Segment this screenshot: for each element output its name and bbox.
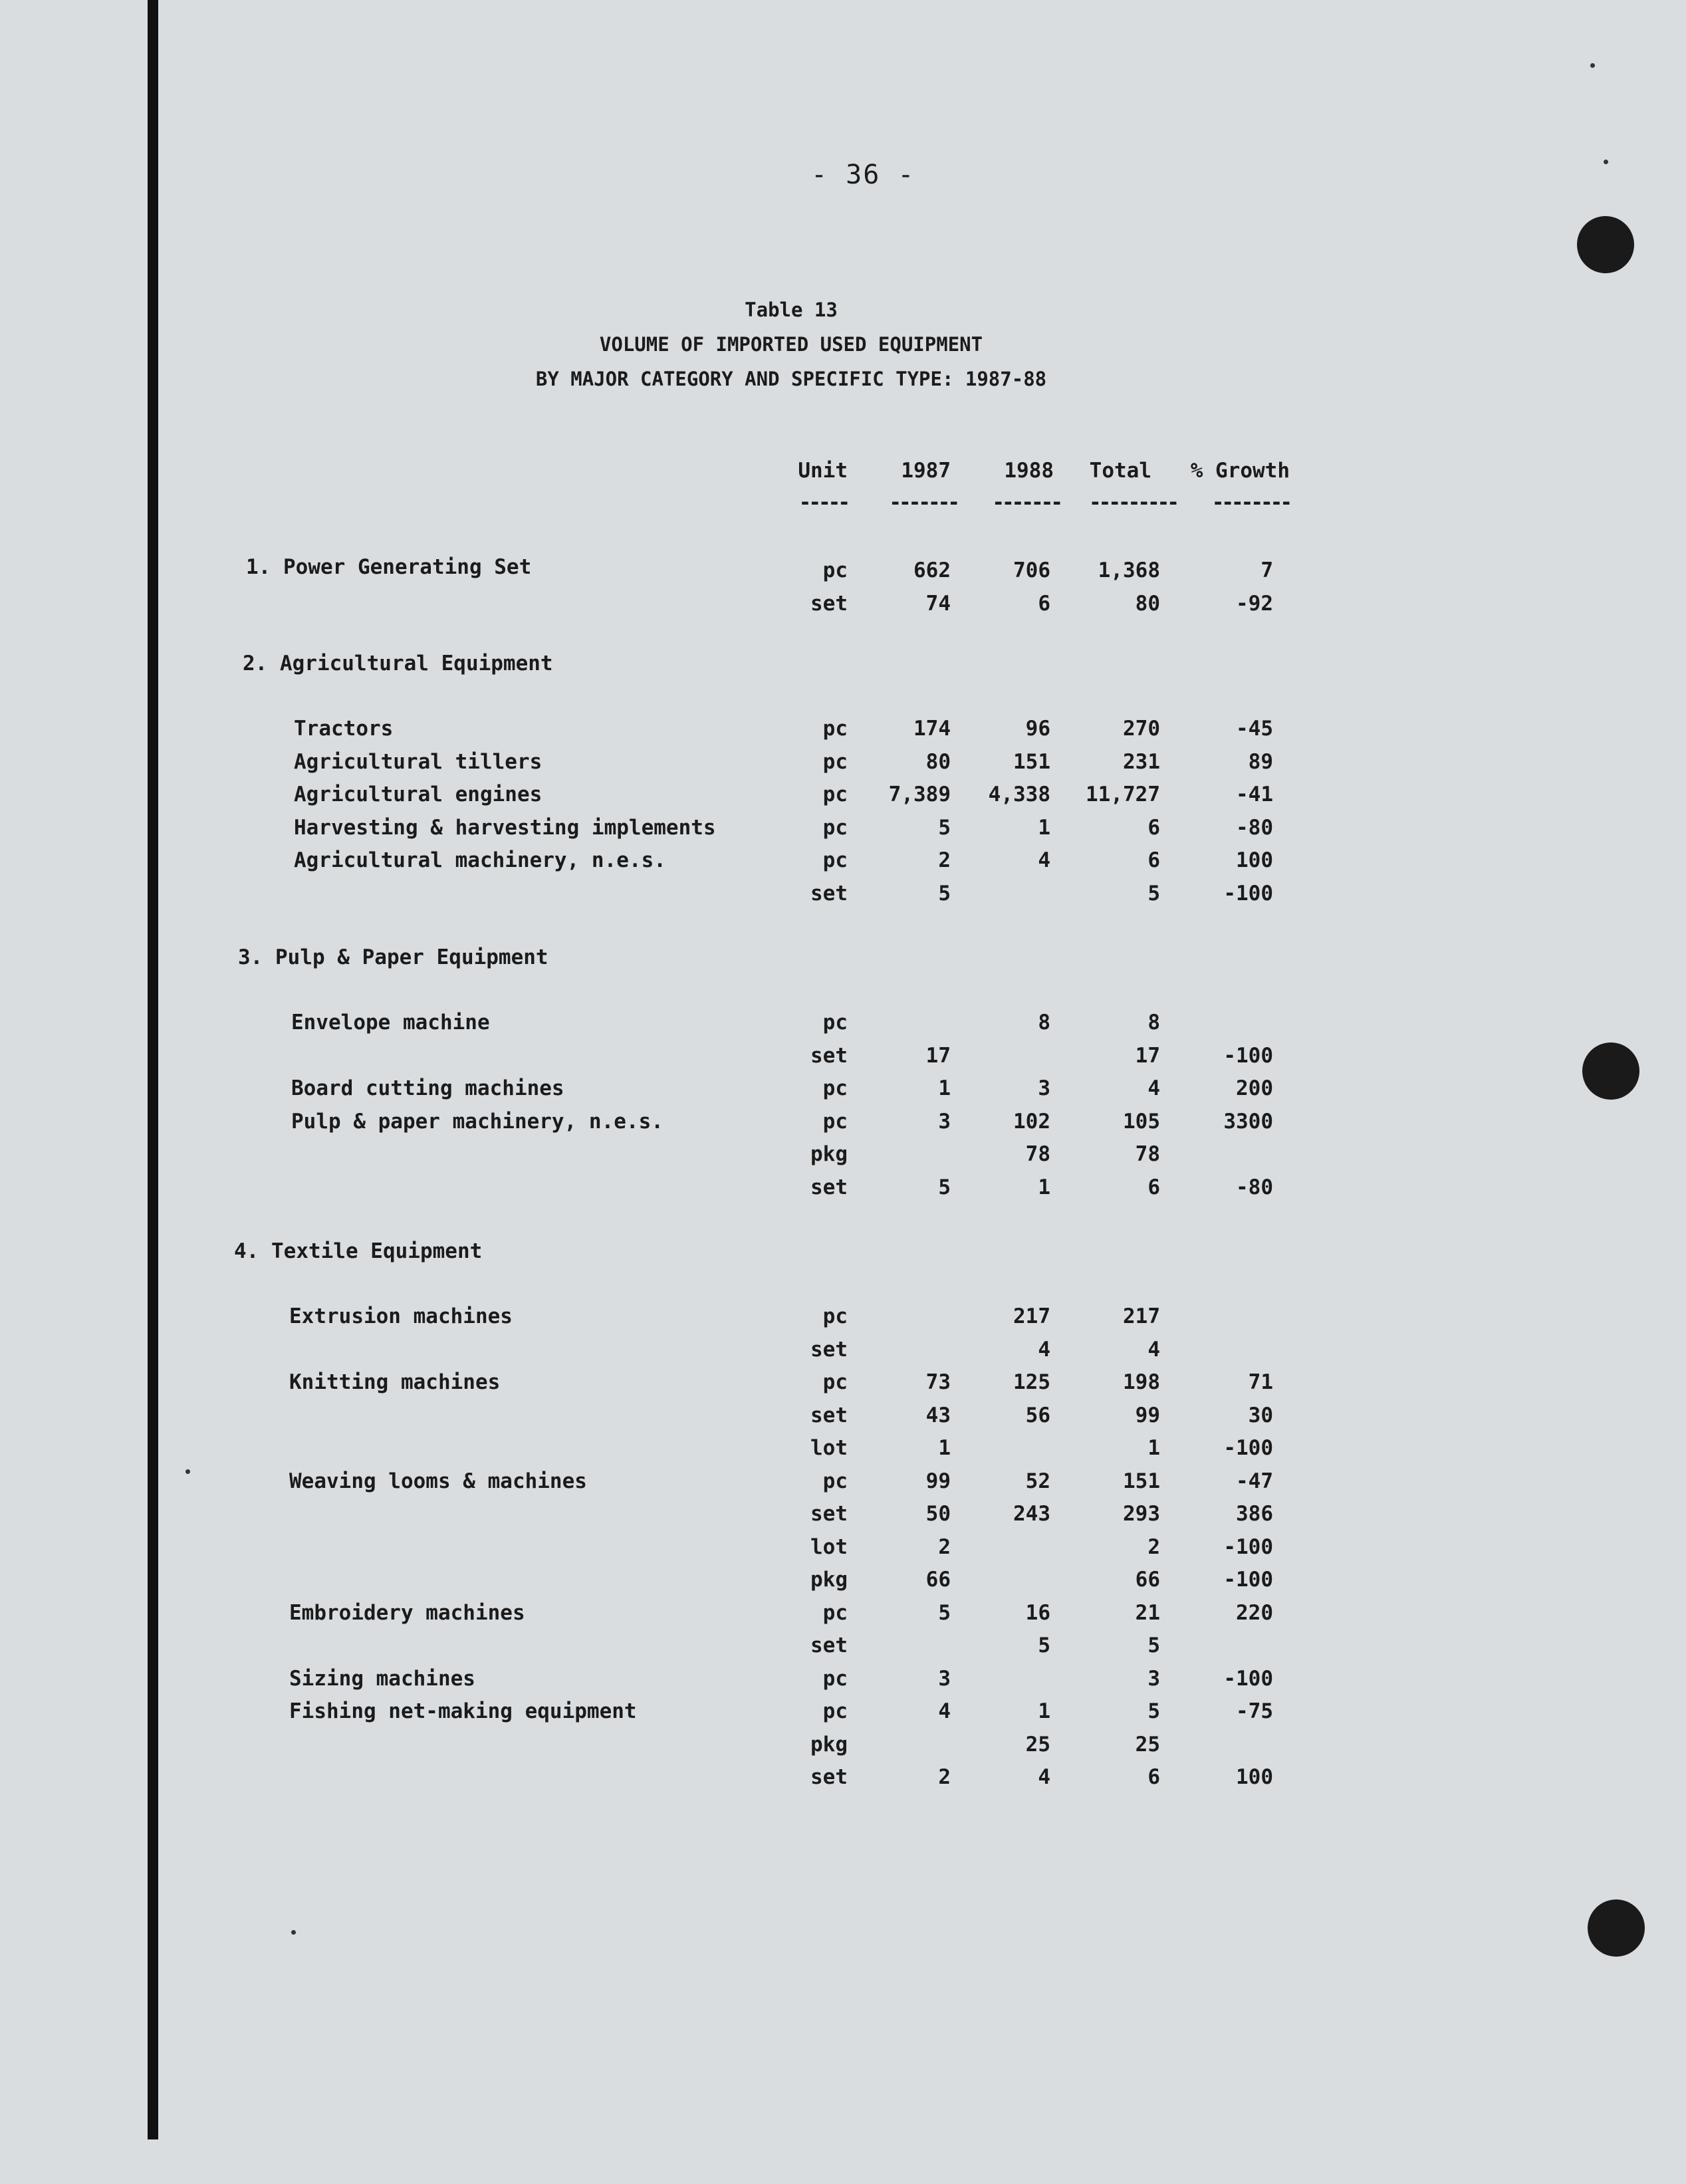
cell-total: 25	[1135, 1733, 1160, 1757]
cell-unit: pc	[822, 1601, 848, 1625]
cell-y1987: 7,389	[888, 783, 951, 806]
cell-y1987: 174	[913, 717, 951, 741]
cell-unit: pc	[822, 1110, 848, 1134]
header-underline-unit: -----	[798, 491, 848, 515]
cell-total: 11,727	[1086, 783, 1160, 806]
cell-y1988: 1	[1038, 1175, 1050, 1199]
cell-y1988: 706	[1013, 558, 1050, 582]
cell-growth: -45	[1236, 717, 1273, 741]
cell-total: 5	[1147, 1634, 1160, 1657]
cell-total: 5	[1147, 882, 1160, 906]
cell-growth: -100	[1223, 1667, 1273, 1691]
cell-unit: pc	[822, 1370, 848, 1394]
cell-unit: pkg	[810, 1733, 848, 1757]
cell-total: 105	[1123, 1110, 1160, 1134]
cell-y1988: 1	[1038, 816, 1050, 840]
cell-y1987: 3	[938, 1110, 951, 1134]
cell-growth: -100	[1223, 882, 1273, 906]
cell-growth: -41	[1236, 783, 1273, 806]
cell-unit: set	[810, 1403, 848, 1427]
equipment-type: Weaving looms & machines	[289, 1469, 587, 1493]
equipment-type: Agricultural engines	[294, 783, 542, 806]
speck	[185, 1469, 190, 1474]
cell-y1988: 3	[1038, 1076, 1050, 1100]
cell-total: 6	[1147, 816, 1160, 840]
cell-y1988: 8	[1038, 1011, 1050, 1034]
cell-unit: pc	[822, 1699, 848, 1723]
cell-y1987: 66	[925, 1568, 951, 1592]
cell-growth: -92	[1236, 592, 1273, 616]
cell-total: 293	[1123, 1502, 1160, 1526]
cell-total: 3	[1147, 1667, 1160, 1691]
equipment-type: Sizing machines	[289, 1667, 475, 1691]
cell-unit: set	[810, 1765, 848, 1789]
cell-y1987: 74	[925, 592, 951, 616]
cell-y1987: 4	[938, 1699, 951, 1723]
cell-unit: set	[810, 882, 848, 906]
cell-y1988: 4	[1038, 848, 1050, 872]
cell-y1987: 1	[938, 1436, 951, 1460]
cell-y1987: 1	[938, 1076, 951, 1100]
cell-total: 21	[1135, 1601, 1160, 1625]
cell-y1987: 5	[938, 1601, 951, 1625]
cell-y1988: 4	[1038, 1765, 1050, 1789]
cell-y1987: 5	[938, 882, 951, 906]
cell-unit: pc	[822, 783, 848, 806]
cell-unit: pkg	[810, 1568, 848, 1592]
cell-growth: 3300	[1223, 1110, 1273, 1134]
equipment-type: Board cutting machines	[291, 1076, 564, 1100]
cell-y1988: 5	[1038, 1634, 1050, 1657]
cell-y1987: 5	[938, 1175, 951, 1199]
cell-unit: lot	[810, 1535, 848, 1559]
cell-y1988: 4,338	[988, 783, 1050, 806]
cell-y1987: 50	[925, 1502, 951, 1526]
equipment-type: Pulp & paper machinery, n.e.s.	[291, 1110, 663, 1134]
cell-growth: -100	[1223, 1044, 1273, 1068]
cell-growth: -47	[1236, 1469, 1273, 1493]
equipment-type: Embroidery machines	[289, 1601, 525, 1625]
cell-y1987: 43	[925, 1403, 951, 1427]
equipment-type: Envelope machine	[291, 1011, 490, 1034]
header-1987: 1987	[901, 459, 951, 483]
cell-y1988: 56	[1025, 1403, 1050, 1427]
header-underline-total: ---------	[1089, 491, 1177, 515]
cell-unit: pc	[822, 1011, 848, 1034]
equipment-type: Tractors	[294, 717, 394, 741]
cell-y1988: 4	[1038, 1338, 1050, 1362]
cell-total: 4	[1147, 1338, 1160, 1362]
cell-y1987: 80	[925, 750, 951, 774]
table-subtitle: BY MAJOR CATEGORY AND SPECIFIC TYPE: 1987-88	[535, 368, 1047, 390]
cell-total: 270	[1123, 717, 1160, 741]
cell-y1987: 3	[938, 1667, 951, 1691]
cell-unit: set	[810, 592, 848, 616]
cell-y1987: 2	[938, 1765, 951, 1789]
cell-growth: 386	[1236, 1502, 1273, 1526]
category-heading: 1. Power Generating Set	[246, 555, 532, 579]
cell-growth: -80	[1236, 816, 1273, 840]
cell-growth: 89	[1248, 750, 1273, 774]
cell-y1988: 151	[1013, 750, 1050, 774]
cell-total: 78	[1135, 1142, 1160, 1166]
punch-hole-bottom	[1588, 1899, 1645, 1957]
punch-hole-top	[1577, 216, 1634, 273]
cell-unit: pc	[822, 750, 848, 774]
category-heading: 2. Agricultural Equipment	[243, 652, 553, 675]
table-number: Table 13	[745, 299, 838, 321]
cell-unit: set	[810, 1634, 848, 1657]
cell-unit: lot	[810, 1436, 848, 1460]
cell-unit: pc	[822, 848, 848, 872]
cell-total: 8	[1147, 1011, 1160, 1034]
header-total: Total	[1089, 459, 1151, 483]
cell-total: 66	[1135, 1568, 1160, 1592]
header-unit: Unit	[798, 459, 848, 483]
cell-growth: -100	[1223, 1436, 1273, 1460]
header-underline-1988: -------	[992, 491, 1060, 515]
category-heading: 3. Pulp & Paper Equipment	[238, 945, 548, 969]
cell-y1988: 102	[1013, 1110, 1050, 1134]
cell-growth: -75	[1236, 1699, 1273, 1723]
cell-unit: pkg	[810, 1142, 848, 1166]
cell-total: 217	[1123, 1304, 1160, 1328]
cell-unit: set	[810, 1175, 848, 1199]
equipment-type: Agricultural machinery, n.e.s.	[294, 848, 666, 872]
cell-y1987: 2	[938, 848, 951, 872]
cell-y1987: 99	[925, 1469, 951, 1493]
cell-unit: set	[810, 1338, 848, 1362]
header-growth: % Growth	[1190, 459, 1290, 483]
cell-growth: -100	[1223, 1535, 1273, 1559]
cell-unit: pc	[822, 1304, 848, 1328]
speck	[291, 1930, 296, 1935]
cell-y1987: 662	[913, 558, 951, 582]
cell-total: 198	[1123, 1370, 1160, 1394]
cell-total: 231	[1123, 750, 1160, 774]
cell-growth: 100	[1236, 1765, 1273, 1789]
cell-growth: 220	[1236, 1601, 1273, 1625]
cell-total: 1	[1147, 1436, 1160, 1460]
cell-growth: 200	[1236, 1076, 1273, 1100]
speck	[1604, 160, 1608, 164]
cell-y1987: 2	[938, 1535, 951, 1559]
page-number: - 36 -	[811, 160, 915, 190]
cell-growth: 7	[1261, 558, 1273, 582]
cell-total: 4	[1147, 1076, 1160, 1100]
cell-unit: pc	[822, 1076, 848, 1100]
cell-y1987: 5	[938, 816, 951, 840]
cell-total: 6	[1147, 1765, 1160, 1789]
cell-y1988: 6	[1038, 592, 1050, 616]
cell-unit: set	[810, 1502, 848, 1526]
cell-total: 1,368	[1098, 558, 1160, 582]
equipment-type: Fishing net-making equipment	[289, 1699, 637, 1723]
cell-unit: pc	[822, 816, 848, 840]
cell-growth: -80	[1236, 1175, 1273, 1199]
cell-growth: 30	[1248, 1403, 1273, 1427]
cell-unit: set	[810, 1044, 848, 1068]
equipment-type: Harvesting & harvesting implements	[294, 816, 716, 840]
cell-unit: pc	[822, 1667, 848, 1691]
cell-y1988: 78	[1025, 1142, 1050, 1166]
cell-y1988: 243	[1013, 1502, 1050, 1526]
cell-y1987: 73	[925, 1370, 951, 1394]
cell-unit: pc	[822, 717, 848, 741]
cell-growth: 71	[1248, 1370, 1273, 1394]
cell-y1988: 96	[1025, 717, 1050, 741]
table-title: VOLUME OF IMPORTED USED EQUIPMENT	[599, 333, 983, 356]
cell-unit: pc	[822, 1469, 848, 1493]
cell-total: 6	[1147, 1175, 1160, 1199]
table-title-block	[0, 293, 1582, 396]
equipment-type: Agricultural tillers	[294, 750, 542, 774]
cell-y1987: 17	[925, 1044, 951, 1068]
punch-hole-middle	[1582, 1042, 1639, 1100]
header-1988: 1988	[1004, 459, 1054, 483]
cell-unit: pc	[822, 558, 848, 582]
cell-y1988: 125	[1013, 1370, 1050, 1394]
cell-growth: -100	[1223, 1568, 1273, 1592]
header-underline-1987: -------	[889, 491, 957, 515]
equipment-type: Extrusion machines	[289, 1304, 513, 1328]
cell-y1988: 52	[1025, 1469, 1050, 1493]
cell-y1988: 25	[1025, 1733, 1050, 1757]
speck	[1590, 63, 1595, 68]
cell-total: 80	[1135, 592, 1160, 616]
cell-total: 6	[1147, 848, 1160, 872]
cell-total: 151	[1123, 1469, 1160, 1493]
cell-y1988: 1	[1038, 1699, 1050, 1723]
cell-total: 5	[1147, 1699, 1160, 1723]
cell-total: 99	[1135, 1403, 1160, 1427]
cell-total: 2	[1147, 1535, 1160, 1559]
cell-growth: 100	[1236, 848, 1273, 872]
equipment-type: Knitting machines	[289, 1370, 501, 1394]
cell-y1988: 217	[1013, 1304, 1050, 1328]
cell-y1988: 16	[1025, 1601, 1050, 1625]
cell-total: 17	[1135, 1044, 1160, 1068]
category-heading: 4. Textile Equipment	[234, 1239, 483, 1263]
header-underline-growth: --------	[1211, 491, 1290, 515]
